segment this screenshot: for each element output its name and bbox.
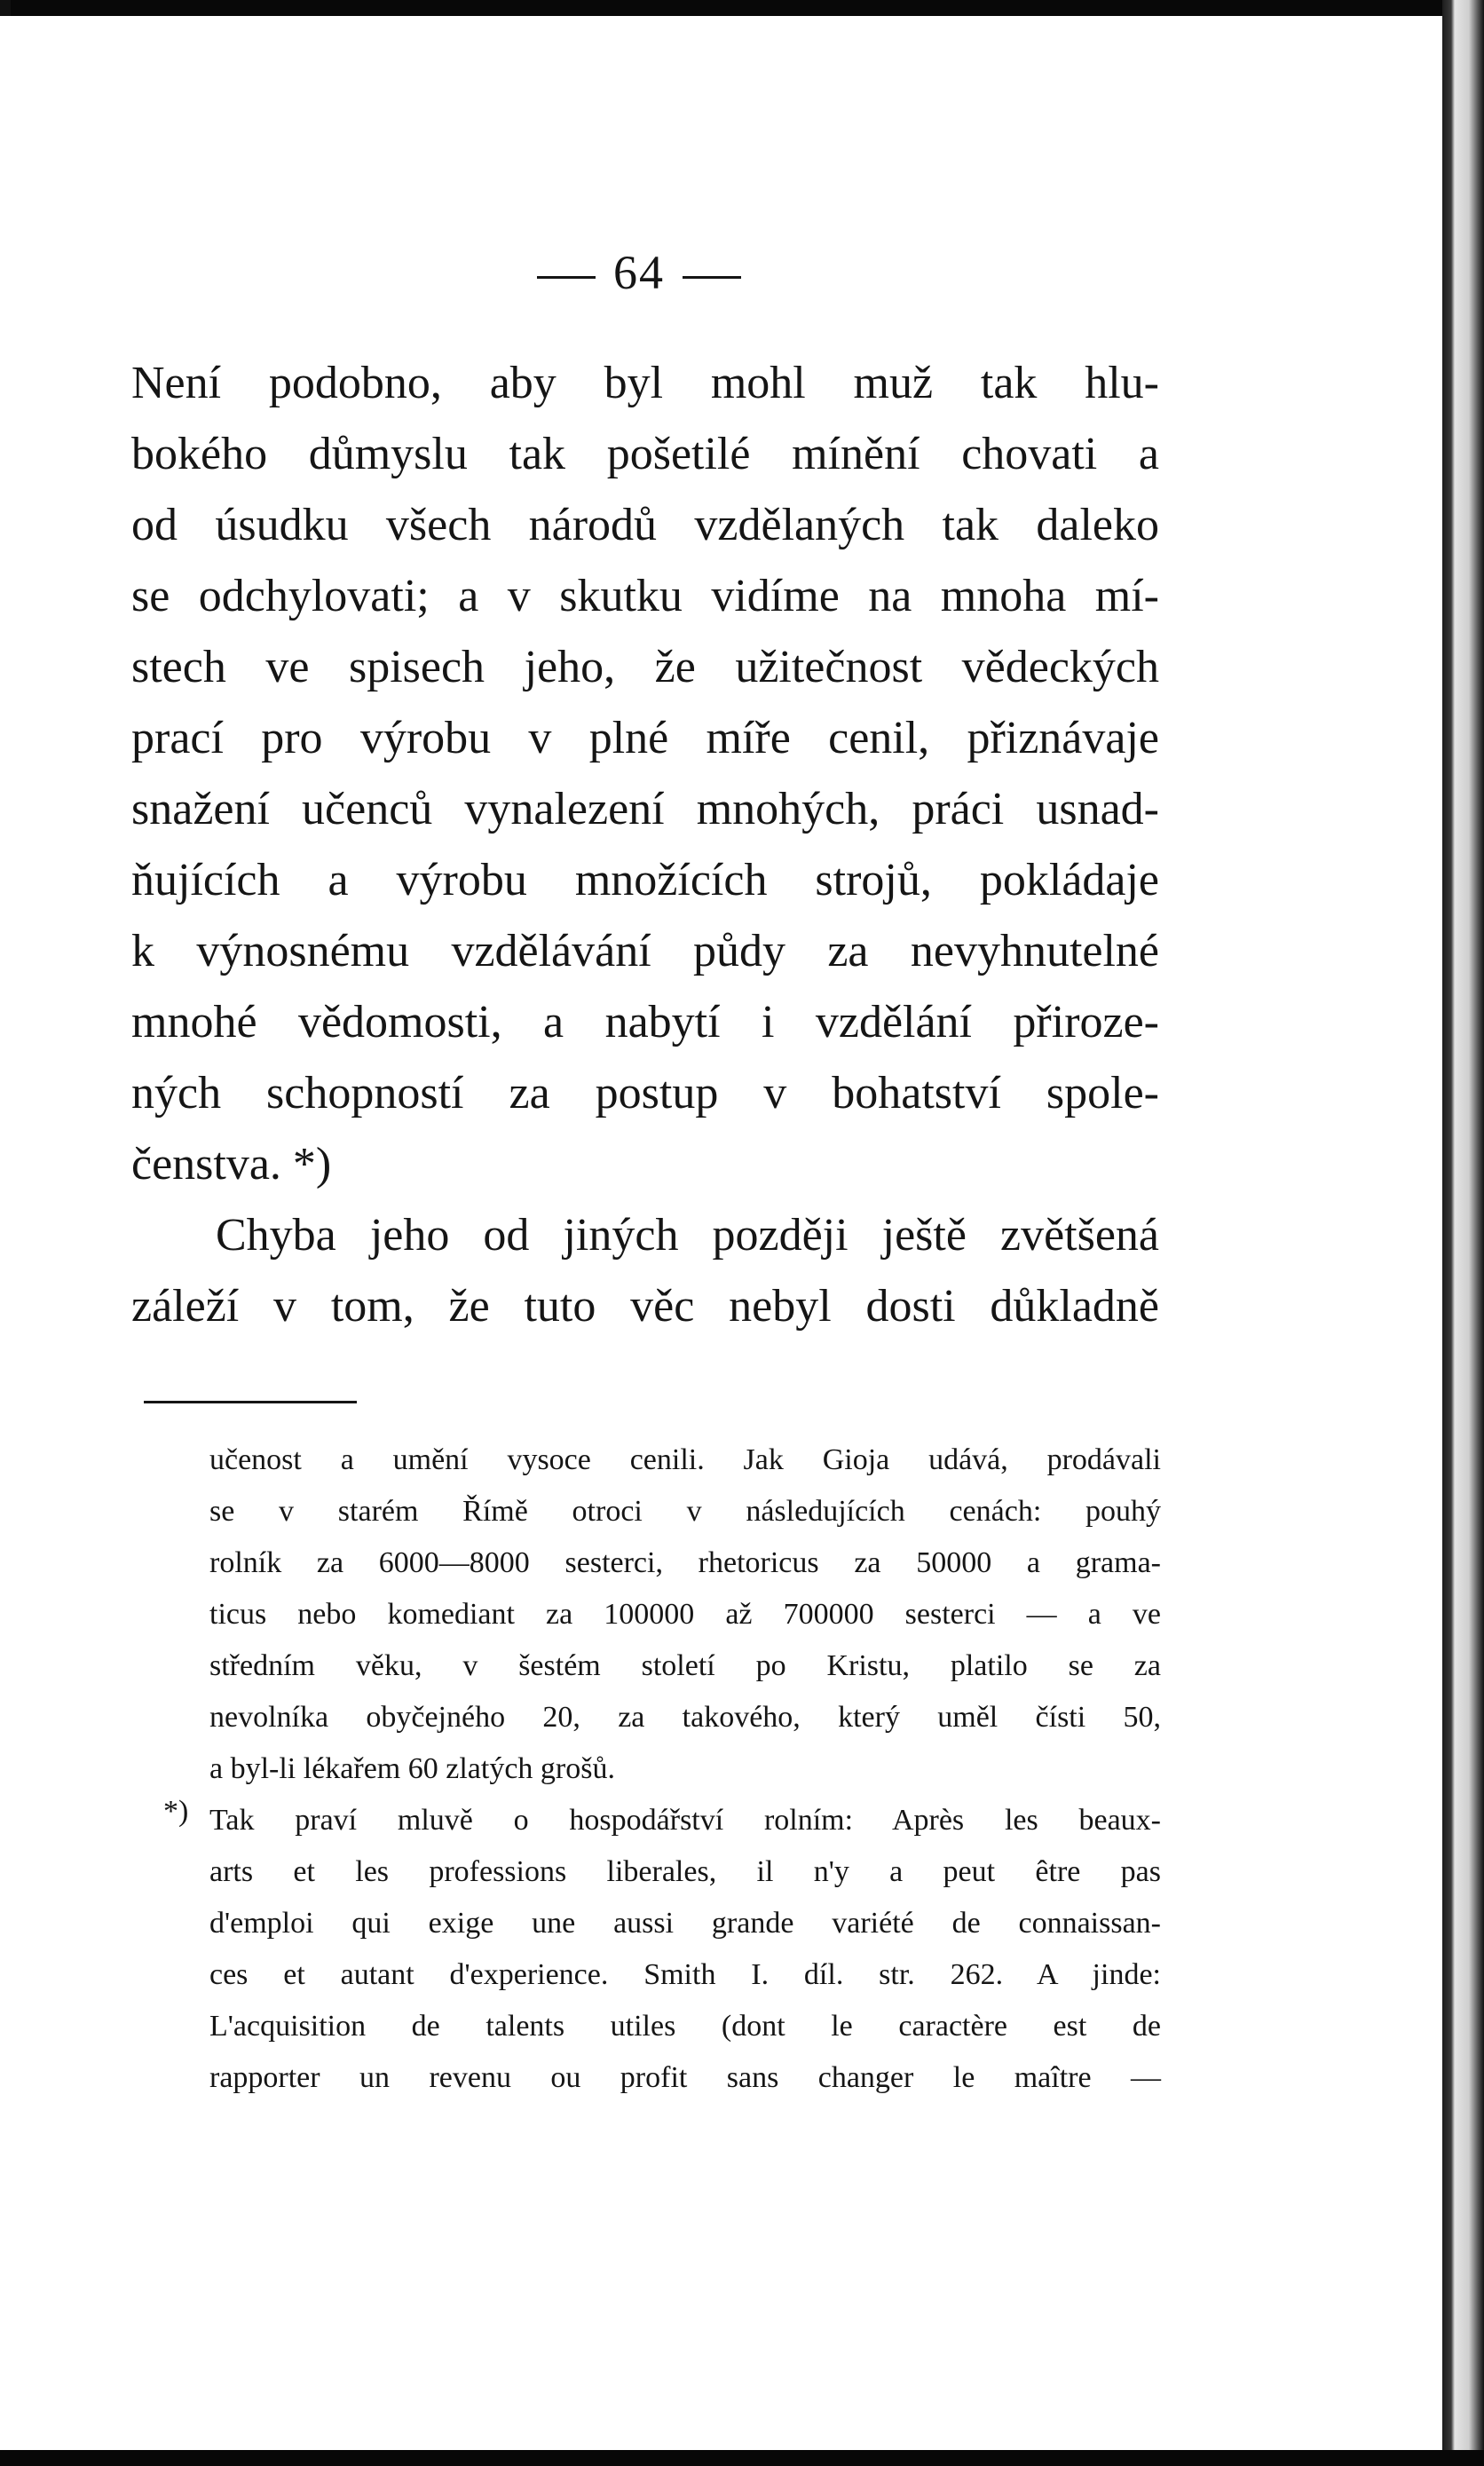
footnote-star	[163, 1795, 1161, 2104]
footnote-continued	[209, 1435, 1161, 1795]
text-line: čenstva. *)	[131, 1139, 332, 1190]
text-line: ných schopností za postup v bohatství spole-	[131, 1068, 1159, 1118]
footnote-line: a byl-li lékařem 60 zlatých grošů.	[209, 1752, 615, 1785]
footnote-line: ces et autant d'experience. Smith I. díl. str. 262. A jinde:	[209, 1958, 1161, 1991]
text-line: k výnosnému vzdělávání půdy za nevyhnutelné	[131, 926, 1159, 976]
page-number: 64	[613, 246, 665, 299]
footnote-line: rapporter un revenu ou profit sans changer le maître —	[209, 2061, 1161, 2094]
text-line: snažení učenců vynalezení mnohých, práci usnad-	[131, 784, 1159, 834]
footnote-line: arts et les professions liberales, il n'y a peut être pas	[209, 1855, 1161, 1888]
main-text	[131, 348, 1159, 1342]
footnote-line: nevolníka obyčejného 20, za takového, který uměl čísti 50,	[209, 1701, 1161, 1734]
footnote-line: d'emploi qui exige une aussi grande variété de connaissan-	[209, 1907, 1161, 1940]
text-line: bokého důmyslu tak pošetilé mínění chovati a	[131, 429, 1159, 479]
footnote-line: rolník za 6000—8000 sesterci, rhetoricus za 50000 a grama-	[209, 1546, 1161, 1579]
footnote-line: učenost a umění vysoce cenili. Jak Gioja udává, prodávali	[209, 1443, 1161, 1476]
scan-bottom-edge	[0, 2450, 1484, 2466]
text-line: Není podobno, aby byl mohl muž tak hlu-	[131, 358, 1159, 408]
scan-right-edge	[1442, 0, 1484, 2466]
footnote-line: se v starém Římě otroci v následujících cenách: pouhý	[209, 1495, 1161, 1528]
text-line: stech ve spisech jeho, že užitečnost vědeckých	[131, 642, 1159, 692]
footnotes	[163, 1435, 1161, 2104]
footnote-marker: *)	[163, 1795, 189, 1828]
text-line: ňujících a výrobu množících strojů, pokládaje	[131, 855, 1159, 905]
page-number-header	[0, 245, 1278, 300]
text-line: se odchylovati; a v skutku vidíme na mnoha mí-	[131, 571, 1159, 621]
book-page	[0, 16, 1442, 2450]
footnote-line: středním věku, v šestém století po Kristu, platilo se za	[209, 1649, 1161, 1682]
page-number-dash-right	[683, 276, 741, 279]
footnote-rule	[144, 1401, 357, 1403]
scan-top-edge	[0, 0, 1484, 16]
text-line: mnohé vědomosti, a nabytí i vzdělání přiroze-	[131, 997, 1159, 1047]
text-line: Chyba jeho od jiných později ještě zvětšená	[216, 1210, 1159, 1261]
footnote-line: ticus nebo komediant za 100000 až 700000 sesterci — a ve	[209, 1598, 1161, 1631]
footnote-line: L'acquisition de talents utiles (dont le caractère est de	[209, 2010, 1161, 2043]
footnote-line: Tak praví mluvě o hospodářství rolním: Après les beaux-	[209, 1804, 1161, 1837]
page-number-dash-left	[537, 276, 596, 279]
text-line: prací pro výrobu v plné míře cenil, přiznávaje	[131, 713, 1159, 763]
text-line: záleží v tom, že tuto věc nebyl dosti důkladně	[131, 1281, 1159, 1332]
text-line: od úsudku všech národů vzdělaných tak daleko	[131, 500, 1159, 550]
